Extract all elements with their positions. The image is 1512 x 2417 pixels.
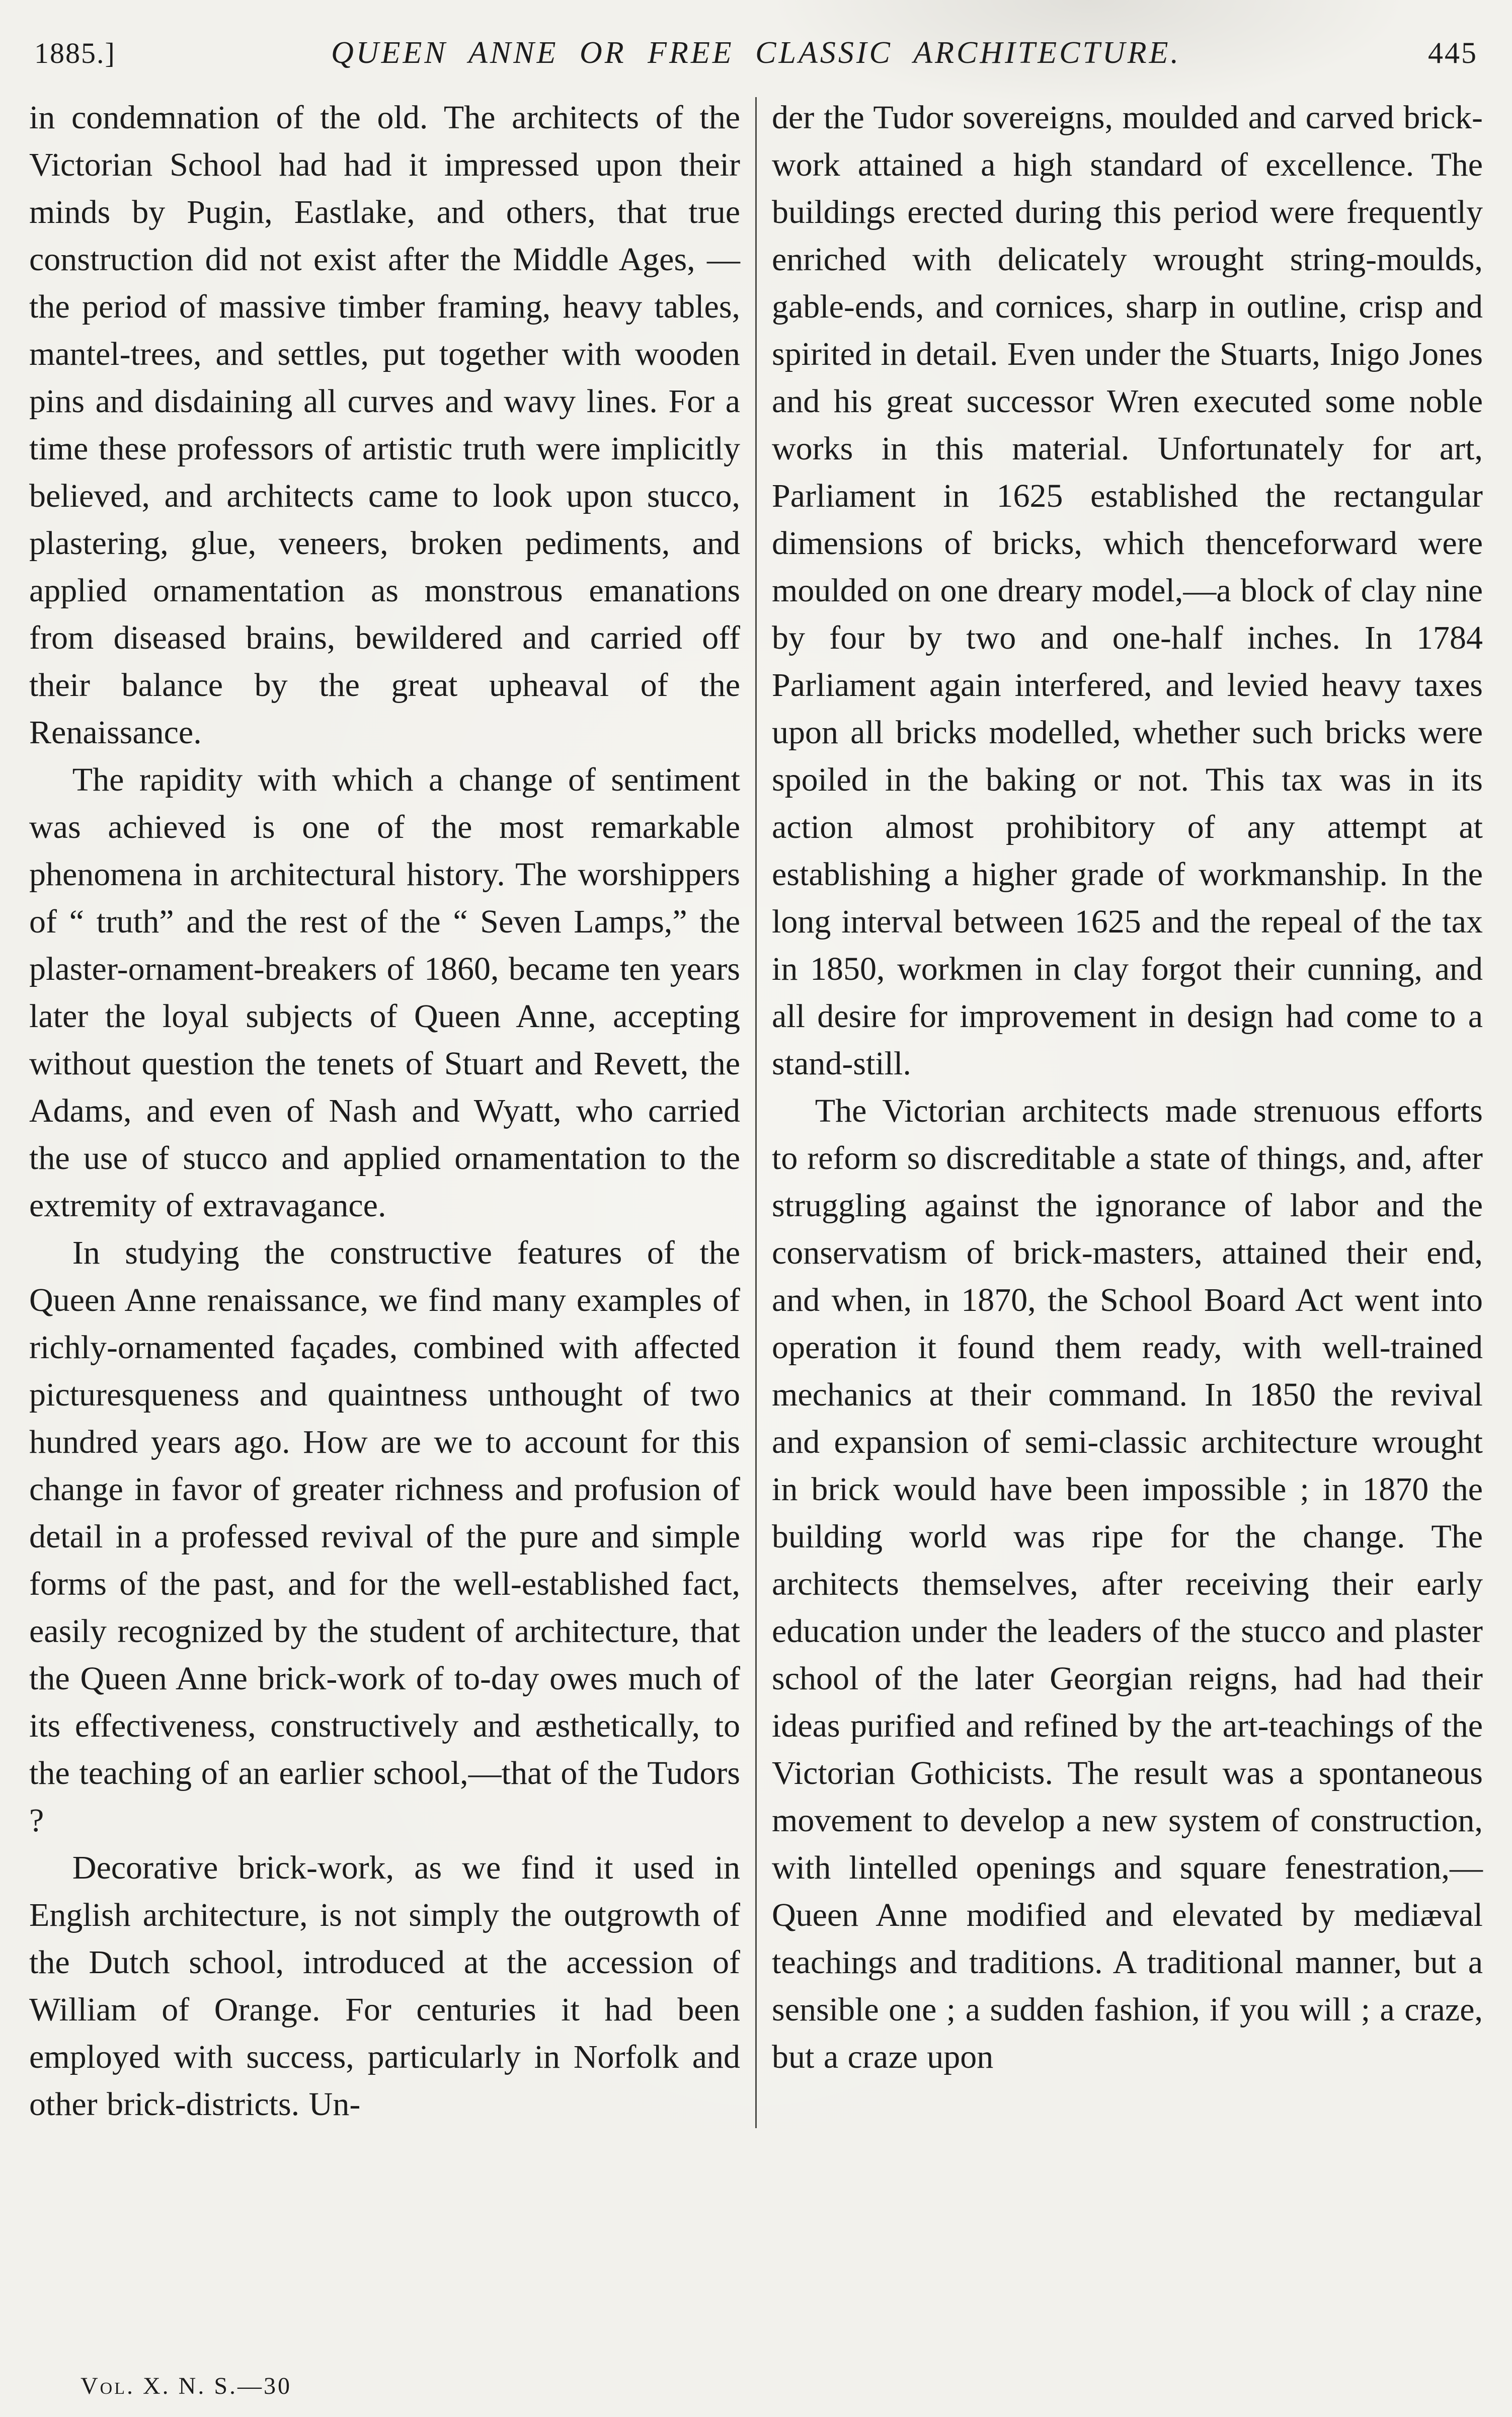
paragraph: der the Tudor sovereigns, moulded and carved brick-work attained a high standard of excellence. The buildings erected during this period were frequently enriched with delicately wrought string-moulds, gable-ends, and cornices, sharp in outline, crisp and spirited in detail. Even under the Stuarts, Inigo Jones and his great successor Wren executed some noble works in this material. Unfortunately for art, Parliament in 1625 established the rectangular dimensions of bricks, which thenceforward were moulded on one dreary model,—a block of clay nine by four by two and one-half inches. In 1784 Parliament again interfered, and levied heavy taxes upon all bricks modelled, whether such bricks were spoiled in the baking or not. This tax was in its action almost prohibitory of any attempt at establishing a higher grade of workmanship. In the long interval between 1625 and the repeal of the tax in 1850, workmen in clay forgot their cunning, and all desire for improvement in design had come to a stand-still. bbox=[772, 99, 1483, 1082]
paragraph: in condemnation of the old. The architects of the Victorian School had had it impressed upon their minds by Pugin, Eastlake, and others, that true construction did not exist after the Middle Ages, — the period of massive timber framing, heavy tables, mantel-trees, and settles, put together with wooden pins and disdaining all curves and wavy lines. For a time these professors of artistic truth were implicitly believed, and architects came to look upon stucco, plastering, glue, veneers, broken pediments, and applied ornamentation as monstrous emanations from diseased brains, bewildered and carried off their balance by the great upheaval of the Renaissance. bbox=[29, 99, 740, 751]
page-number: 445 bbox=[1428, 36, 1478, 69]
right-column bbox=[772, 94, 1483, 2128]
column-divider-rule bbox=[755, 97, 757, 2128]
header-date: 1885.] bbox=[34, 37, 116, 69]
text-columns bbox=[29, 94, 1483, 2128]
paragraph: In studying the constructive features of the Queen Anne renaissance, we find many examples of richly-ornamented façades, combined with affected picturesqueness and quaintness unthought of two hundred years ago. How are we to account for this change in favor of greater richness and profusion of detail in a professed revival of the pure and simple forms of the past, and for the well-established fact, easily recognized by the student of architecture, that the Queen Anne brick-work of to-day owes much of its effectiveness, constructively and æsthetically, to the teaching of an earlier school,—that of the Tudors ? bbox=[29, 1234, 740, 1839]
page-header bbox=[29, 24, 1483, 71]
volume-signature: Vol. X. N. S.—30 bbox=[81, 2373, 292, 2399]
left-column bbox=[29, 94, 740, 2128]
running-title: QUEEN ANNE OR FREE CLASSIC ARCHITECTURE. bbox=[331, 36, 1181, 70]
paragraph: The rapidity with which a change of sentiment was achieved is one of the most remarkable phenomena in architectural history. The worshippers of “ truth” and the rest of the “ Seven Lamps,” the plaster-ornament-breakers of 1860, became ten years later the loyal subjects of Queen Anne, accepting without question the tenets of Stuart and Revett, the Adams, and even of Nash and Wyatt, who carried the use of stucco and applied ornamentation to the extremity of extravagance. bbox=[29, 761, 740, 1224]
paragraph: The Victorian architects made strenuous efforts to reform so discreditable a state of things, and, after struggling against the ignorance of labor and the conservatism of brick-masters, attained their end, and when, in 1870, the School Board Act went into operation it found them ready, with well-trained mechanics at their command. In 1850 the revival and expansion of semi-classic architecture wrought in brick would have been impossible ; in 1870 the building world was ripe for the change. The architects themselves, after receiving their early education under the leaders of the stucco and plaster school of the later Georgian reigns, had had their ideas purified and refined by the art-teachings of the Victorian Gothicists. The result was a spontaneous movement to develop a new system of construction, with lintelled openings and square fenestration,—Queen Anne modified and elevated by mediæval teachings and traditions. A traditional manner, but a sensible one ; a sudden fashion, if you will ; a craze, but a craze upon bbox=[772, 1093, 1483, 2075]
paragraph: Decorative brick-work, as we find it used in English architecture, is not simply the outgrowth of the Dutch school, introduced at the accession of William of Orange. For centuries it had been employed with success, particularly in Norfolk and other brick-districts. Un- bbox=[29, 1849, 740, 2123]
